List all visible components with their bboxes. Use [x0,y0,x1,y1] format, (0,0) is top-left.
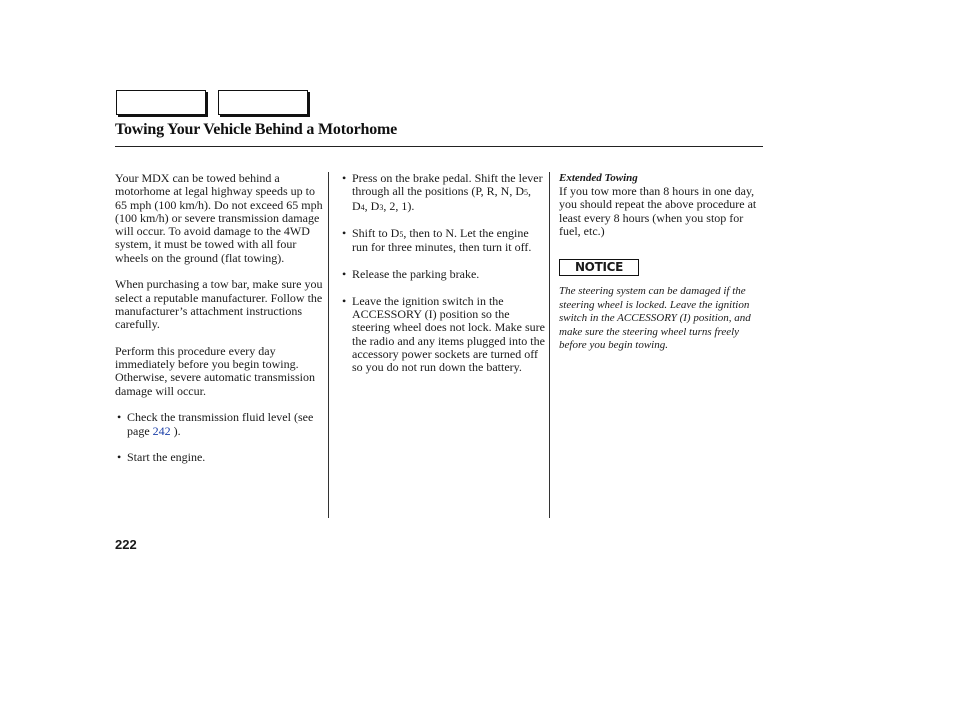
procedure-paragraph: Perform this procedure every day immediately before you begin towing. Otherwise, severe automatic transmission damage will occur. [115,343,315,398]
section-subheading: Extended Towing [559,172,638,184]
tow-bar-paragraph: When purchasing a tow bar, make sure you select a reputable manufacturer. Follow the manufacturer’s attachment instructions carefully. [115,277,323,332]
bullet-icon: • [342,171,347,185]
list-item-text: Shift to D5, then to N. Let the engine run for three minutes, then turn it off. [352,226,532,255]
list-item [340,268,545,281]
bullet-icon: • [117,450,122,465]
page-link[interactable]: 242 [152,423,171,438]
bullet-icon: • [342,226,347,241]
page-number: 222 [115,537,137,552]
list-item [340,295,545,375]
notice-text: The steering system can be damaged if the steering wheel is locked. Leave the ignition switch in the ACCESSORY (I) position, and make sure the steering wheel turns freely before you begin towing. [559,285,751,352]
column-2 [340,172,545,388]
nav-button-next[interactable] [218,90,308,115]
list-item-text: Press on the brake pedal. Shift the lever through all the positions (P, R, N, D5, D4, D3, 2, 1). [352,171,543,213]
column-1 [115,172,325,478]
list-item-text: Leave the ignition switch in the ACCESSORY (I) position so the steering wheel does not lock. Make sure the radio and any items plugged into the accessory power sockets are turned off so you do not run down the battery. [352,293,545,375]
column-divider-2 [549,172,550,518]
list-item [115,411,325,438]
list-item-text: Check the transmission fluid level (see page 242 ). [127,410,314,438]
list-item-text: Start the engine. [127,450,206,465]
extended-towing-paragraph: If you tow more than 8 hours in one day, you should repeat the above procedure at least every 8 hours (when you stop for fuel, etc.) [559,184,757,238]
notice-badge: NOTICE [559,259,639,276]
bullet-icon: • [117,410,122,425]
list-item [340,227,545,255]
list-item [340,172,545,214]
list-item [115,451,325,464]
column-divider-1 [328,172,329,518]
bullet-icon: • [342,267,347,282]
page-title: Towing Your Vehicle Behind a Motorhome [115,121,398,138]
column-3 [559,172,764,353]
nav-button-previous[interactable] [116,90,206,115]
bullet-icon: • [342,293,347,308]
title-divider [115,146,763,147]
list-item-text: Release the parking brake. [352,267,480,282]
intro-paragraph: Your MDX can be towed behind a motorhome at legal highway speeds up to 65 mph (100 km/h). Do not exceed 65 mph (100 km/h) or severe transmission damage will occur. To avoid damage to the 4WD system, it must be towed with all four wheels on the ground (flat towing). [115,171,323,265]
